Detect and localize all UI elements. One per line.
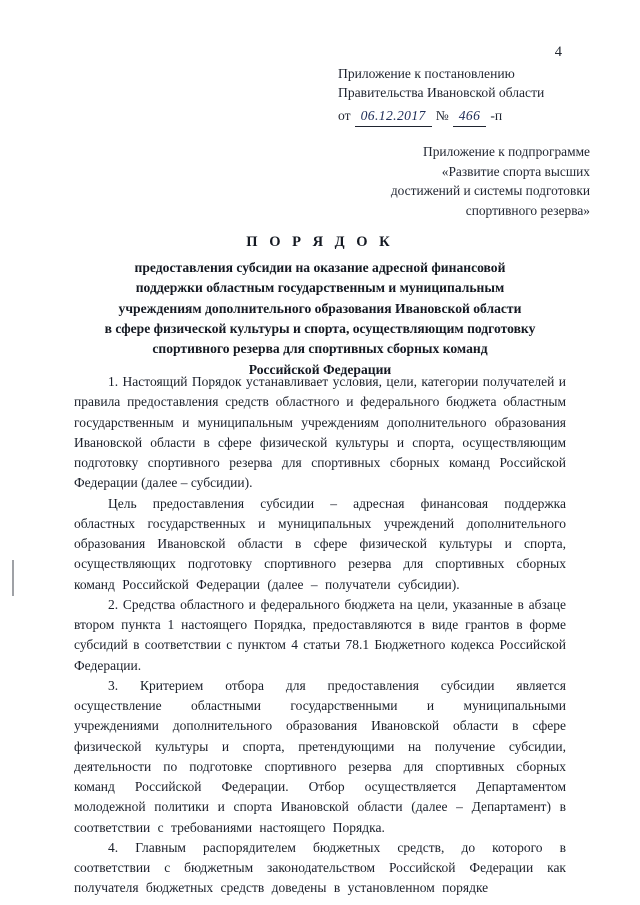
title-line-2: поддержки областным государственным и муниципальным bbox=[135, 280, 505, 296]
margin-mark bbox=[12, 560, 14, 596]
document-subheader bbox=[330, 142, 590, 221]
header-line-1: Приложение к постановлению bbox=[338, 66, 515, 81]
paragraph-3: 2. Средства областного и федерального бюджета на цели, указанные в абзаце втором пункта 1 настоящего Порядка, предоставляются в виде грантов в форме субсидий в соответствии с пунктом 4 статьи 78.1 Бюджетного кодекса Российской Федерации. bbox=[74, 596, 566, 673]
header-date-row bbox=[338, 106, 590, 127]
subheader-line-4: спортивного резерва» bbox=[465, 203, 590, 219]
subheader-line-1: Приложение к подпрограмме bbox=[423, 144, 590, 159]
document-body bbox=[74, 372, 566, 899]
paragraph-5: 4. Главным распорядителем бюджетных средств, до которого в соответствии с бюджетным законодательством Российской Федерации как получателя бюджетных средств доведены в установленном порядке bbox=[74, 839, 566, 896]
title-line-5: спортивного резерва для спортивных сборных команд bbox=[152, 341, 488, 357]
number-label: № bbox=[435, 107, 449, 123]
date-label: от bbox=[338, 107, 351, 123]
paragraph-1: 1. Настоящий Порядок устанавливает условия, цели, категории получателей и правила предоставления средств областного и федерального бюджета областным государственным и муниципальным учреждениям дополнительного образования Ивановской области в сфере физической культуры и спорта, осуществляющим подготовку спортивного резерва для спортивных сборных команд Российской Федерации (далее – субсидии). bbox=[74, 374, 566, 491]
header-line-2: Правительства Ивановской области bbox=[338, 85, 545, 101]
document-header bbox=[338, 64, 590, 127]
number-value: 466 bbox=[453, 106, 487, 127]
page-number: 4 bbox=[554, 44, 562, 60]
subheader-line-2: «Развитие спорта высших bbox=[441, 163, 590, 179]
number-suffix: -п bbox=[490, 107, 503, 123]
title-line-3: учреждениям дополнительного образования Ивановской области bbox=[118, 300, 522, 316]
title-line-6: Российской Федерации bbox=[248, 361, 392, 377]
document-title bbox=[72, 232, 568, 380]
title-line-1: предоставления субсидии на оказание адресной финансовой bbox=[134, 259, 506, 275]
title-main: П О Р Я Д О К bbox=[246, 234, 394, 250]
date-value: 06.12.2017 bbox=[355, 106, 432, 127]
title-line-4: в сфере физической культуры и спорта, осуществляющим подготовку bbox=[104, 320, 536, 336]
subheader-line-3: достижений и системы подготовки bbox=[390, 183, 590, 199]
paragraph-2: Цель предоставления субсидии – адресная финансовая поддержка областных государственных и муниципальных учреждений дополнительного образования Ивановской области в сфере физической культуры и спорта, осуществляющих подготовку спортивного резерва для спортивных сборных команд Российской Федерации (далее – получатели субсидии). bbox=[74, 495, 566, 592]
paragraph-4: 3. Критерием отбора для предоставления субсидии является осуществление областными государственными и муниципальными учреждениями дополнительного образования Ивановской области в сфере физической культуры и спорта, претендующими на получение субсидии, деятельности по подготовке спортивного резерва для спортивных сборных команд Российской Федерации. Отбор осуществляется Департаментом молодежной политики и спорта Ивановской области (далее – Департамент) в соответствии с требованиями настоящего Порядка. bbox=[74, 677, 566, 835]
